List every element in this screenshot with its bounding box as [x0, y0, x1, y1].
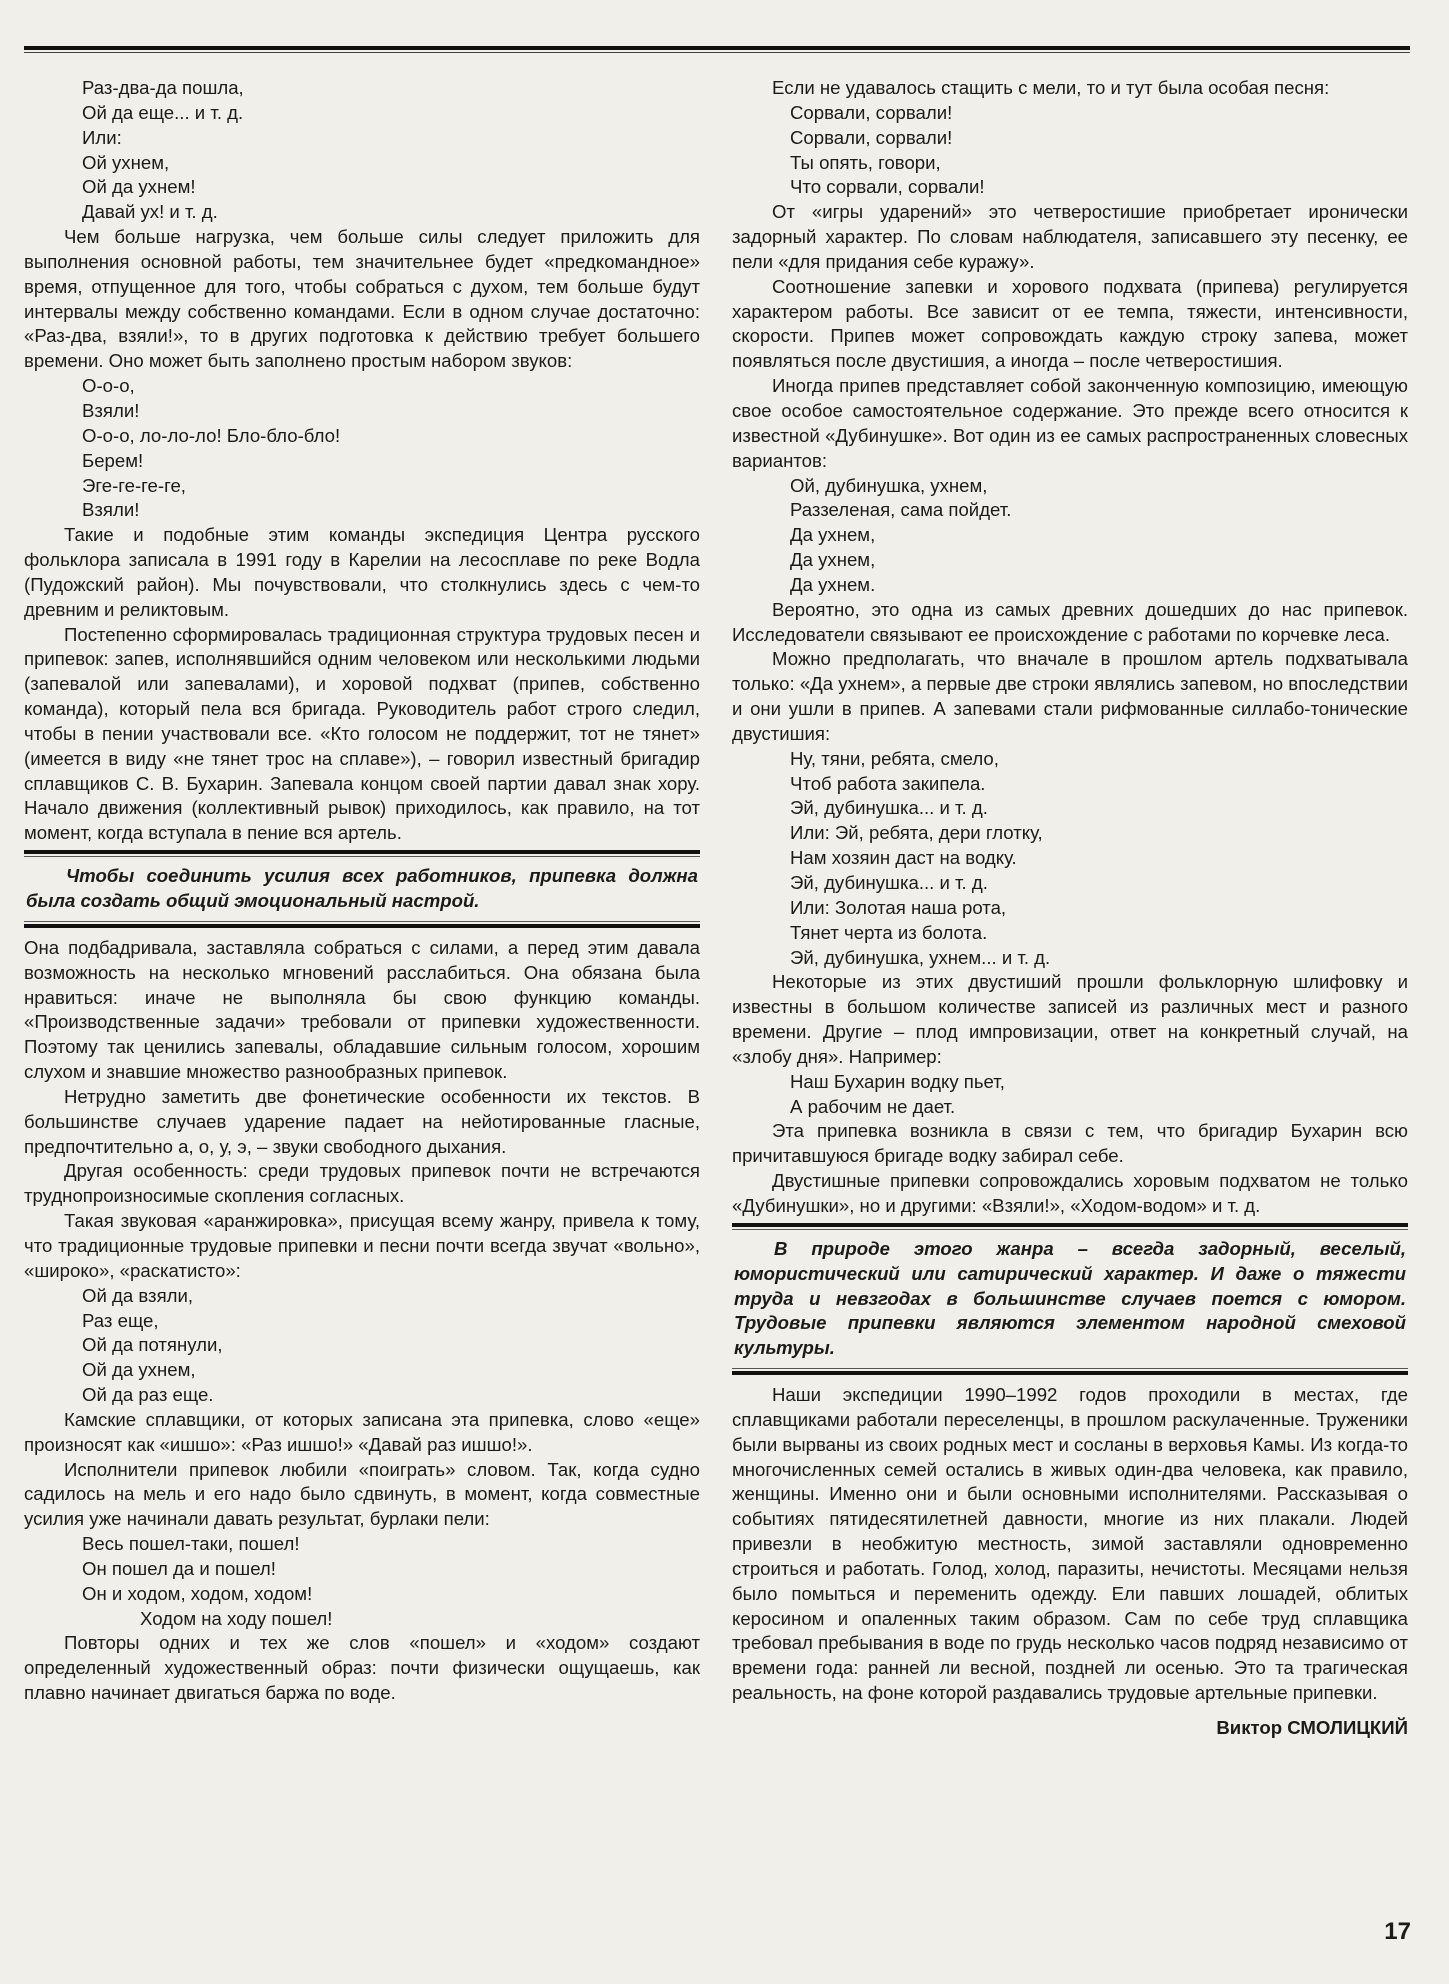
verse-line: Раз-два-да пошла,: [82, 77, 244, 98]
verse-4: [732, 1070, 1408, 1120]
pull-quote-text: В природе этого жанра – всегда задорный, веселый, юмористический или сатирический характер. И даже о тяжести труда и невзгодах в большинстве случаев поется с юмором. Трудовые припевки являются элементом народной смеховой культуры.: [734, 1237, 1406, 1359]
verse-line: Ты опять, говори,: [790, 151, 941, 173]
verse-line: Ой да ухнем,: [82, 1359, 196, 1381]
verse-line: Или:: [82, 126, 122, 148]
verse-line: Нам хозяин даст на водку.: [790, 847, 1017, 869]
paragraph: Исполнители припевок любили «поиграть» словом. Так, когда судно садилось на мель и его надо было сдвинуть, в момент, когда совместные усилия уже начинали давать результат, бурлаки пели:: [24, 1458, 700, 1530]
paragraph: Иногда припев представляет собой законченную композицию, имеющую свое особое самостоятельное содержание. Это прежде всего относится к известной «Дубинушке». Вот один из ее самых распространенных словесных вариантов:: [732, 375, 1408, 471]
top-rule: [24, 46, 1410, 50]
verse-line: Или: Эй, ребята, дери глотку,: [790, 822, 1043, 844]
right-column: [732, 76, 1408, 1741]
paragraph: Если не удавалось стащить с мели, то и тут была особая песня:: [772, 77, 1330, 98]
left-column: [24, 76, 700, 1706]
verse-line: Ой ухнем,: [82, 151, 170, 173]
verse-line: Он и ходом, ходом, ходом!: [82, 1582, 313, 1604]
pull-quote: [24, 850, 700, 928]
verse-line: Раз еще,: [82, 1309, 159, 1331]
paragraph: Чем больше нагрузка, чем больше силы следует приложить для выполнения основной работы, тем значительнее будет «предкомандное» время, отпущенное для того, чтобы собраться с духом, тем больше будут интервалы между собственно командами. Если в одном случае достаточно: «Раз-два, взяли!», то в других подготовка к действию требует большего времени. Оно может быть заполнено простым набором звуков:: [24, 226, 700, 372]
verse-line: А рабочим не дает.: [790, 1095, 956, 1117]
paragraph: Наши экспедиции 1990–1992 годов проходили в местах, где сплавщиками работали переселенцы, в прошлом раскулаченные. Труженики были вырваны из своих родных мест и сосланы в верховья Камы. Из когда-то многочисленных семей остались в живых один-два человека, как правило, женщины. Именно они и были основными исполнителями. Рассказывая о событиях пятидесятилетней давности, многие из них плакали. Людей привезли в необжитую местность, зимой заставляли одновременно строиться и работать. Голод, холод, паразиты, нечистоты. Месяцами нельзя было помыться и переменить одежду. Ели павших лошадей, облитых керосином и опаленных таким образом. Сам по себе труд сплавщика требовал пребывания в воде по грудь несколько часов подряд независимо от времени года: ранней ли весной, поздней ли осенью. Это та трагическая реальность, на фоне которой раздавались трудовые артельные припевки.: [732, 1384, 1408, 1704]
verse-line: Давай ух! и т. д.: [82, 201, 218, 223]
verse-4: [24, 1532, 700, 1631]
verse-line: Да ухнем,: [790, 549, 876, 571]
verse-line: Ой, дубинушка, ухнем,: [790, 474, 988, 496]
verse-2: [24, 374, 700, 523]
pull-quote-text: Чтобы соединить усилия всех работников, припевка должна была создать общий эмоциональный настрой.: [26, 865, 698, 911]
paragraph: Такая звуковая «аранжировка», присущая всему жанру, привела к тому, что традиционные трудовые припевки и песни почти всегда звучат «вольно», «широко», «раскатисто»:: [24, 1210, 700, 1281]
verse-line: Берем!: [82, 449, 144, 471]
paragraph: Нетрудно заметить две фонетические особенности их текстов. В большинстве случаев ударение падает на нейотированные гласные, предпочтительно а, о, у, э, – звуки свободного дыхания.: [24, 1085, 700, 1157]
verse-3: [732, 747, 1408, 971]
verse-line: Да ухнем.: [790, 573, 876, 595]
verse-line: Взяли!: [82, 499, 140, 521]
verse-line: Он пошел да и пошел!: [82, 1557, 276, 1579]
verse-line: Эй, дубинушка, ухнем... и т. д.: [790, 946, 1051, 968]
verse-line: Ой да раз еще.: [82, 1384, 214, 1406]
verse-line: Весь пошел-таки, пошел!: [82, 1533, 300, 1555]
author-signature: Виктор СМОЛИЦКИЙ: [1216, 1717, 1408, 1738]
paragraph: Некоторые из этих двустиший прошли фольклорную шлифовку и известны в большом количестве записей из различных мест и разного времени. Другие – плод импровизации, ответ на конкретный случай, на «злобу дня». Например:: [732, 971, 1408, 1067]
verse-line: Ой да еще... и т. д.: [82, 101, 244, 123]
verse-line: Ходом на ходу пошел!: [140, 1607, 333, 1629]
paragraph: Другая особенность: среди трудовых припевок почти не встречаются труднопроизносимые скопления согласных.: [24, 1160, 700, 1207]
paragraph: Вероятно, это одна из самых древних дошедших до нас припевок. Исследователи связывают ее происхождение с работами по корчевке леса.: [732, 598, 1408, 645]
verse-3: [24, 1284, 700, 1408]
verse-line: Чтоб работа закипела.: [790, 772, 986, 794]
verse-line: Эге-ге-ге-ге,: [82, 474, 186, 496]
verse-line: Эй, дубинушка... и т. д.: [790, 797, 988, 819]
paragraph: От «игры ударений» это четверостишие приобретает иронически задорный характер. По словам наблюдателя, записавшего эту песенку, ее пели «для придания себе куражу».: [732, 201, 1408, 272]
verse-1: [732, 101, 1408, 200]
paragraph: Эта припевка возникла в связи с тем, что бригадир Бухарин всю причитавшуюся бригаде водку забирал себе.: [732, 1120, 1408, 1167]
verse-line: Ой да взяли,: [82, 1284, 194, 1306]
paragraph: Камские сплавщики, от которых записана эта припевка, слово «еще» произносят как «ишшо»: «Раз ишшо!» «Давай раз ишшо!».: [24, 1408, 700, 1455]
paragraph: Постепенно сформировалась традиционная структура трудовых песен и припевок: запев, исполнявшийся одним человеком или несколькими людьми (запевалой или запевалами), и хоровой подхват (припев, собственно команда), который пела вся бригада. Руководитель работ строго следил, чтобы в пении участвовали все. «Кто голосом не поддержит, тот не тянет» (имеется в виду «не тянет трос на сплаве»), – говорил известный бригадир сплавщиков С. В. Бухарин. Запевала концом своей партии давал знак хору. Начало движения (коллективный рывок) приходилось, как правило, на тот момент, когда вступала в пение вся артель.: [24, 623, 700, 844]
verse-line: Сорвали, сорвали!: [790, 126, 953, 148]
verse-line: Ну, тяни, ребята, смело,: [790, 747, 999, 769]
verse-line: Да ухнем,: [790, 524, 876, 546]
paragraph: Она подбадривала, заставляла собраться с силами, а перед этим давала возможность на несколько мгновений расслабиться. Она обязана была нравиться: иначе не выполняла бы свою функцию команды. «Производственные задачи» требовали от припевки художественности. Поэтому так ценились запевалы, обладавшие сильным голосом, хорошим слухом и знавшие множество разнообразных припевок.: [24, 936, 700, 1083]
verse-line: О-о-о, ло-ло-ло! Бло-бло-бло!: [82, 424, 341, 446]
pull-quote: [732, 1223, 1408, 1375]
verse-line: О-о-о,: [82, 375, 135, 397]
top-rule-thin: [24, 52, 1410, 53]
paragraph: Такие и подобные этим команды экспедиция Центра русского фольклора записала в 1991 году в Карелии на лесосплаве по реке Водла (Пудожский район). Мы почувствовали, что столкнулись здесь с чем-то древним и реликтовым.: [24, 524, 700, 620]
verse-line: Что сорвали, сорвали!: [790, 176, 985, 198]
verse-line: Ой да ухнем!: [82, 176, 196, 198]
verse-2: [732, 474, 1408, 598]
verse-1: [24, 76, 700, 225]
verse-line: Ой да потянули,: [82, 1334, 223, 1356]
verse-line: Наш Бухарин водку пьет,: [790, 1070, 1005, 1092]
paragraph: Соотношение запевки и хорового подхвата (припева) регулируется характером работы. Все зависит от ее темпа, тяжести, интенсивности, скорости. Припев может сопровождать каждую строку запева, может появляться после двустишия, а иногда – после четверостишия.: [732, 275, 1408, 372]
paragraph: Можно предполагать, что вначале в прошлом артель подхватывала только: «Да ухнем», а первые две строки являлись запевом, но впоследствии и они ушли в припев. А запевами стали рифмованные силлабо-тонические двустишия:: [732, 648, 1408, 744]
paragraph: Повторы одних и тех же слов «пошел» и «ходом» создают определенный художественный образ: почти физически ощущаешь, как плавно начинает двигаться баржа по воде.: [24, 1632, 700, 1704]
verse-line: Тянет черта из болота.: [790, 921, 988, 943]
verse-line: Сорвали, сорвали!: [790, 101, 953, 123]
paragraph: Двустишные припевки сопровождались хоровым подхватом не только «Дубинушки», но и другими: «Взяли!», «Ходом-водом» и т. д.: [732, 1170, 1408, 1216]
verse-line: Взяли!: [82, 399, 140, 421]
verse-line: Эй, дубинушка... и т. д.: [790, 872, 988, 893]
page-number: 17: [1384, 1918, 1411, 1945]
verse-line: Раззеленая, сама пойдет.: [790, 499, 1012, 521]
verse-line: Или: Золотая наша рота,: [790, 896, 1007, 918]
